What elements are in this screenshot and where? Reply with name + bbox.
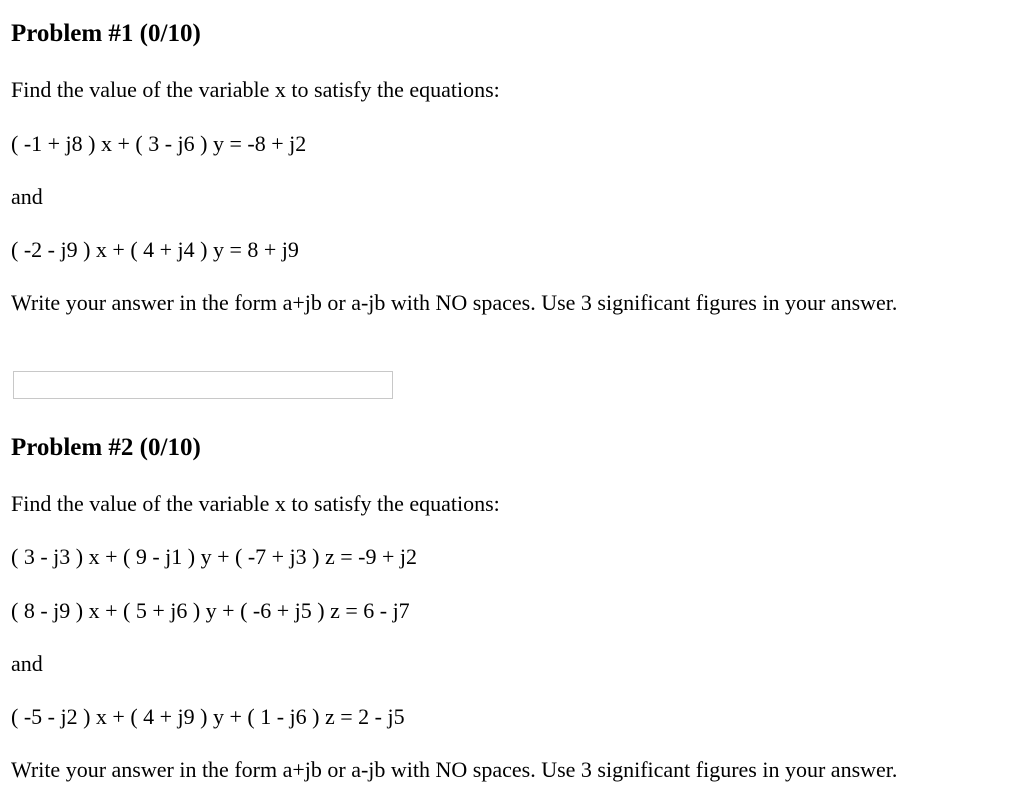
problem-2-equation-1: ( 3 - j3 ) x + ( 9 - j1 ) y + ( -7 + j3 ) z = -9 + j2 — [11, 544, 418, 569]
problem-2-equation-2: ( 8 - j9 ) x + ( 5 + j6 ) y + ( -6 + j5 ) z = 6 - j7 — [11, 598, 410, 623]
problem-2-and: and — [11, 651, 43, 676]
problem-1-title: Problem #1 (0/10) — [11, 20, 201, 47]
problem-1-and: and — [11, 184, 43, 209]
problem-1-prompt: Find the value of the variable x to satisfy the equations: — [11, 77, 500, 102]
problem-2-prompt: Find the value of the variable x to satisfy the equations: — [11, 491, 500, 516]
problem-2-instructions: Write your answer in the form a+jb or a-jb with NO spaces. Use 3 significant figures in your answer. — [11, 757, 898, 782]
problem-2-title: Problem #2 (0/10) — [11, 434, 201, 461]
problem-page — [11, 0, 1011, 798]
problem-2-equation-3: ( -5 - j2 ) x + ( 4 + j9 ) y + ( 1 - j6 ) z = 2 - j5 — [11, 704, 405, 729]
problem-1-equation-2: ( -2 - j9 ) x + ( 4 + j4 ) y = 8 + j9 — [11, 237, 299, 262]
problem-1-instructions: Write your answer in the form a+jb or a-jb with NO spaces. Use 3 significant figures in your answer. — [11, 290, 898, 315]
problem-1-answer-input[interactable] — [13, 371, 393, 399]
problem-1-equation-1: ( -1 + j8 ) x + ( 3 - j6 ) y = -8 + j2 — [11, 131, 307, 156]
